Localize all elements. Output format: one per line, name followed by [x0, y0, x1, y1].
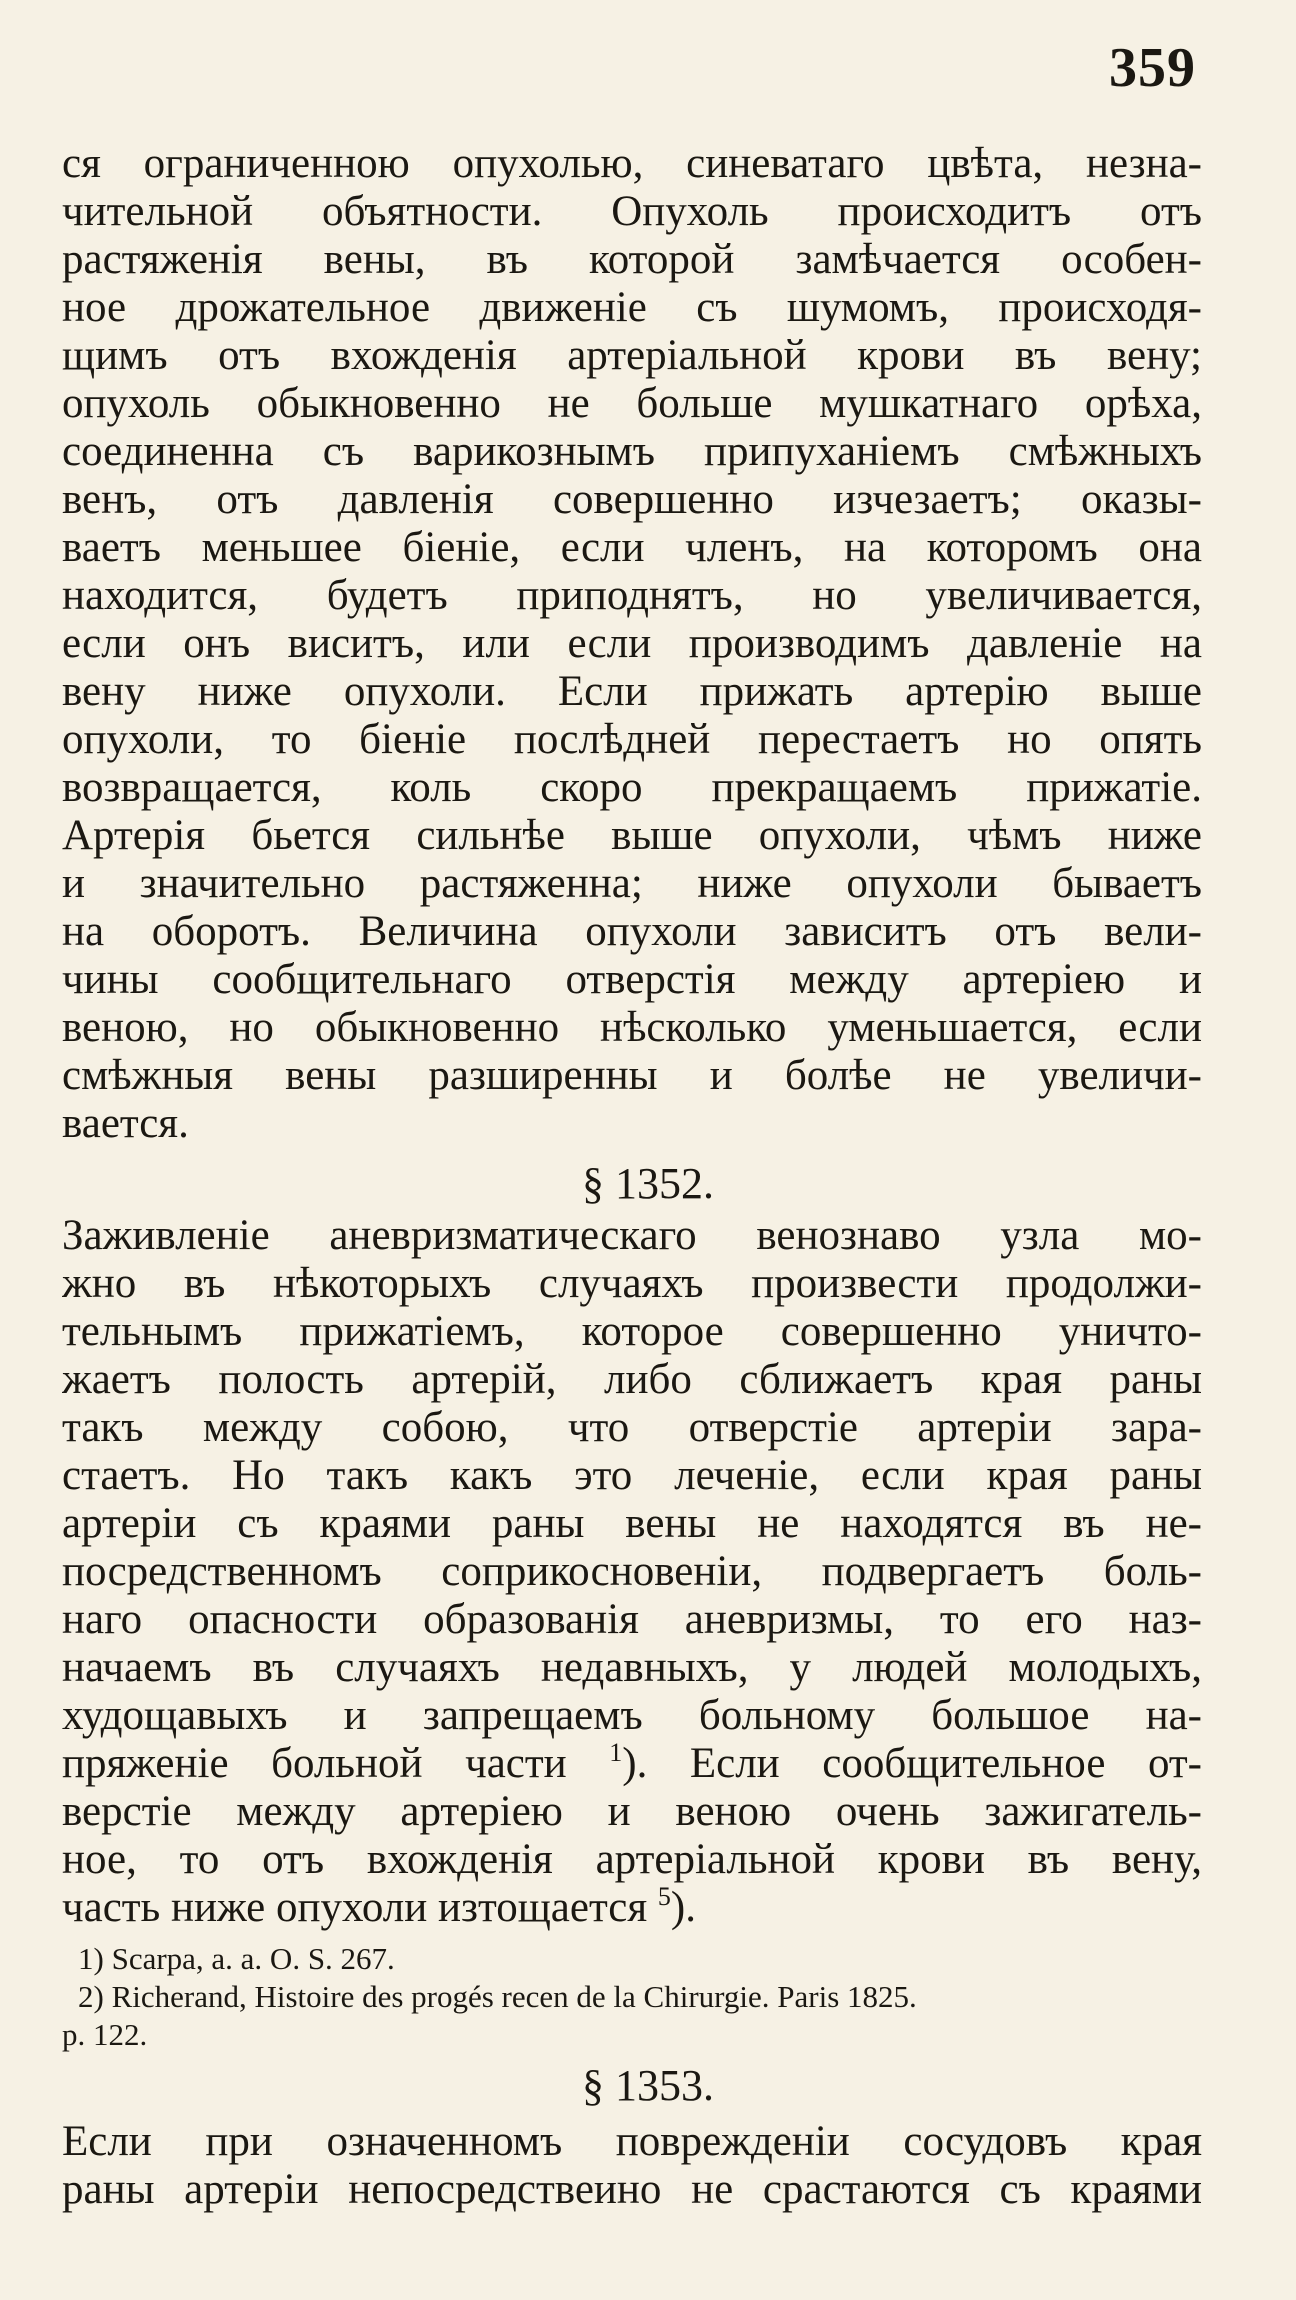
text-line: Артерія бьется сильнѣе выше опухоли, чѣмъ ниже — [62, 812, 1202, 859]
text-line — [62, 1884, 1202, 1932]
text-line: жно въ нѣкоторыхъ случаяхъ произвести продолжи- — [62, 1260, 1202, 1307]
text-line: ное дрожательное движеніе съ шумомъ, происходя- — [62, 284, 1202, 331]
text-line: щимъ отъ вхожденія артеріальной крови въ вену; — [62, 332, 1202, 379]
text-line: худощавыхъ и запрещаемъ больному большое на- — [62, 1692, 1202, 1739]
text-line: артеріи съ краями раны вены не находятся въ не- — [62, 1500, 1202, 1547]
text-line: жаетъ полость артерій, либо сближаетъ края раны — [62, 1356, 1202, 1403]
text-line: и значительно растяженна; ниже опухоли бываетъ — [62, 860, 1202, 907]
text-line: вену ниже опухоли. Если прижать артерію выше — [62, 668, 1202, 715]
text-line: ваетъ меньшее біеніе, если членъ, на которомъ она — [62, 524, 1202, 571]
text-line: начаемъ въ случаяхъ недавныхъ, у людей молодыхъ, — [62, 1644, 1202, 1691]
text-line: чины сообщительнаго отверстія между артеріею и — [62, 956, 1202, 1003]
text-line: раны артеріи непосредствеино не срастаются съ краями — [62, 2166, 1202, 2213]
footnote: 2) Richerand, Histoire des progés recen de la Chirurgie. Paris 1825. — [78, 1979, 917, 2014]
text-line: ное, то отъ вхожденія артеріальной крови въ вену, — [62, 1836, 1202, 1883]
footnote: p. 122. — [62, 2017, 148, 2052]
text-line: такъ между собою, что отверстіе артеріи зара- — [62, 1404, 1202, 1451]
text-line: тельнымъ прижатіемъ, которое совершенно уничто- — [62, 1308, 1202, 1355]
text-line: Заживленіе аневризматическаго венознаво узла мо- — [62, 1212, 1202, 1259]
text-segment: часть ниже опухоли изтощается — [62, 1884, 648, 1931]
text-line: венъ, отъ давленія совершенно изчезаетъ; оказы- — [62, 476, 1202, 523]
text-line: посредственномъ соприкосновеніи, подвергаетъ боль- — [62, 1548, 1202, 1595]
text-segment: ). Если сообщительное от- — [622, 1740, 1202, 1787]
text-line: верстіе между артеріею и веною очень зажигатель- — [62, 1788, 1202, 1835]
section-heading-1353: § 1353. — [582, 2061, 714, 2110]
text-line: находится, будетъ приподнятъ, но увеличивается, — [62, 572, 1202, 619]
text-line: соединенна съ варикознымъ припуханіемъ смѣжныхъ — [62, 428, 1202, 475]
footnote-reference: 1 — [609, 1740, 623, 1767]
text-line: смѣжныя вены разширенны и болѣе не увеличи- — [62, 1052, 1202, 1099]
footnote-reference: 5 — [657, 1884, 671, 1911]
paragraph-1353 — [62, 2118, 1202, 2214]
text-line: чительной объятности. Опухоль происходитъ отъ — [62, 188, 1202, 235]
paragraph-1352 — [62, 1212, 1202, 1932]
text-line: Если при означенномъ поврежденіи сосудовъ края — [62, 2118, 1202, 2165]
text-line: опухоли, то біеніе послѣдней перестаетъ но опять — [62, 716, 1202, 763]
text-line: стаетъ. Но такъ какъ это леченіе, если края раны — [62, 1452, 1202, 1499]
text-line — [62, 1740, 1202, 1788]
text-segment: ). — [670, 1884, 696, 1931]
page-number: 359 — [1109, 37, 1196, 99]
section-heading-1352: § 1352. — [582, 1159, 714, 1208]
text-line: растяженія вены, въ которой замѣчается особен- — [62, 236, 1202, 283]
text-line: опухоль обыкновенно не больше мушкатнаго орѣха, — [62, 380, 1202, 427]
footnotes — [62, 1940, 1202, 2054]
text-line: наго опасности образованія аневризмы, то его наз- — [62, 1596, 1202, 1643]
text-line: возвращается, коль скоро прекращаемъ прижатіе. — [62, 764, 1202, 811]
text-line: на оборотъ. Величина опухоли зависитъ отъ вели- — [62, 908, 1202, 955]
text-line: ся ограниченною опухолью, синеватаго цвѣта, незна- — [62, 140, 1202, 187]
paragraph-continuation — [62, 140, 1202, 1148]
footnote: 1) Scarpa, a. a. O. S. 267. — [78, 1941, 395, 1976]
text-line: вается. — [62, 1100, 189, 1147]
text-line: если онъ виситъ, или если производимъ давленіе на — [62, 620, 1202, 667]
text-segment: пряженіе больной части — [62, 1740, 567, 1787]
text-line: веною, но обыкновенно нѣсколько уменьшается, если — [62, 1004, 1202, 1051]
